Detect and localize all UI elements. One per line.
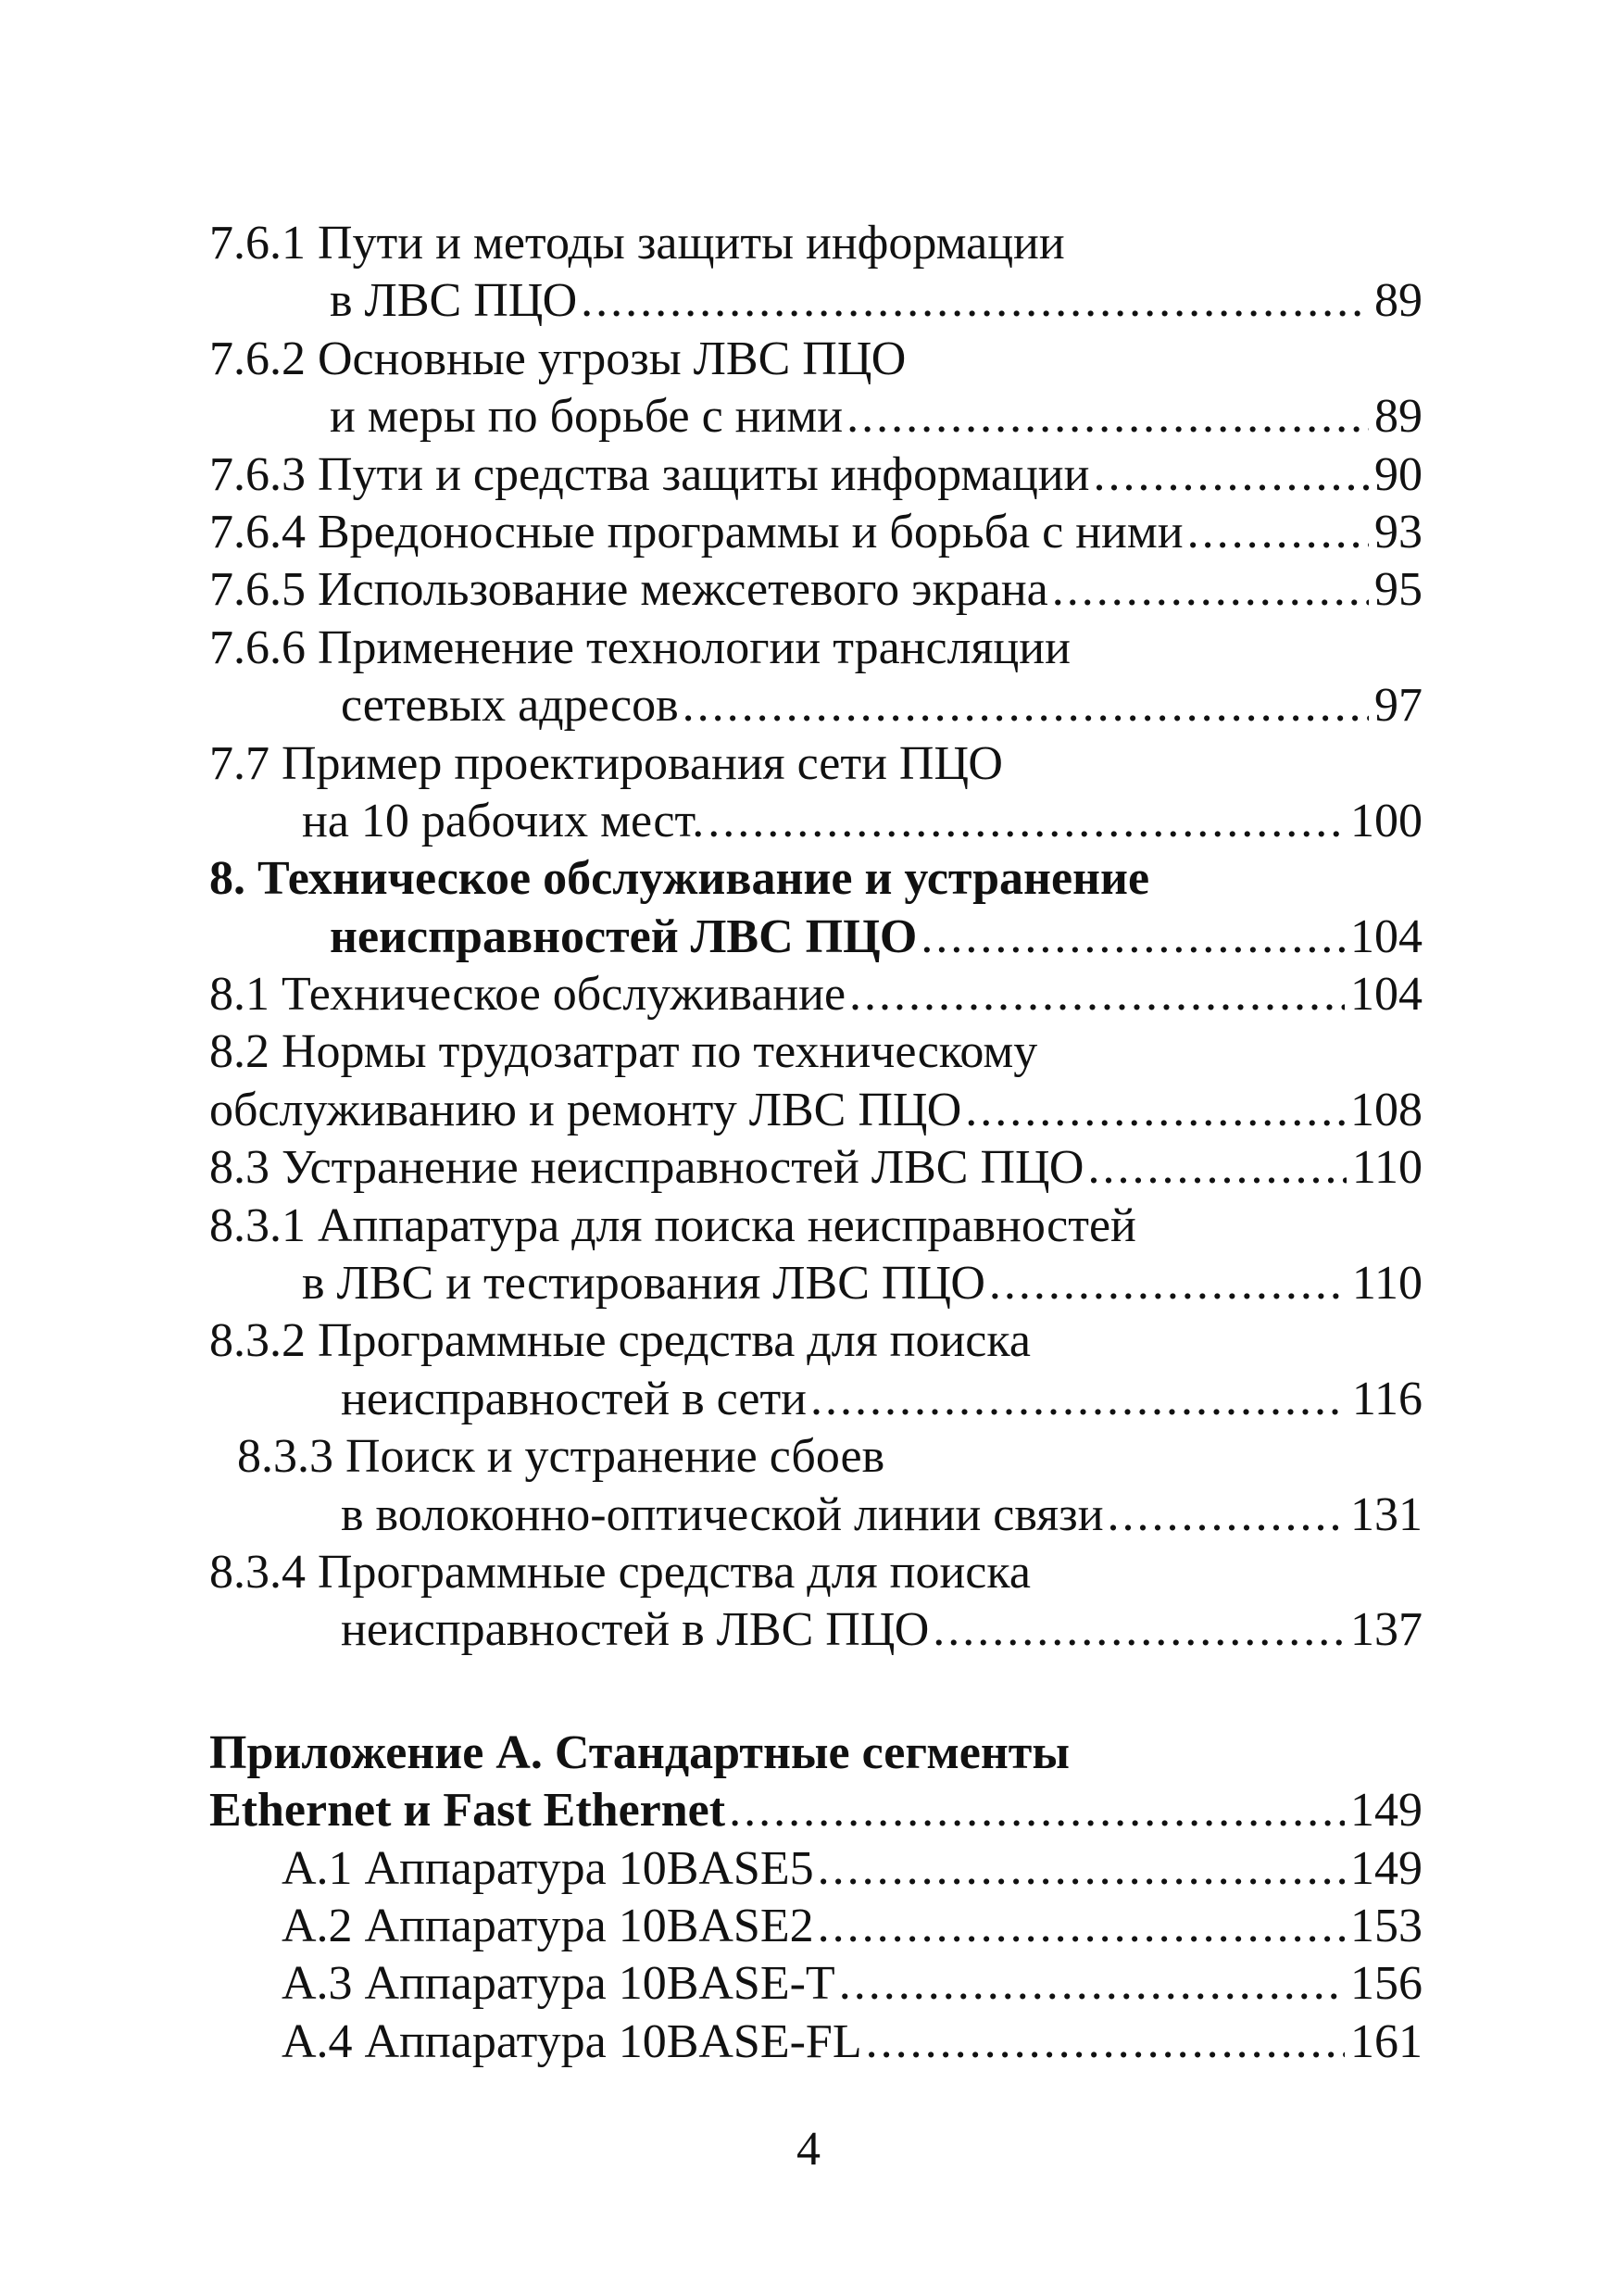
toc-entry-title: А.2 Аппаратура 10BASE2: [282, 1899, 814, 1952]
toc-entry-page: 93: [1374, 505, 1423, 558]
toc-entry: [209, 1544, 1423, 1601]
toc-entry-page: 90: [1374, 447, 1423, 501]
toc-entry-title: обслуживанию и ремонту ЛВС ПЦО: [209, 1083, 962, 1136]
table-of-contents: [209, 215, 1423, 2071]
toc-entry: [209, 909, 1423, 966]
toc-entry-title: 7.7 Пример проектирования сети ПЦО: [209, 736, 1003, 790]
toc-leader-dots: [965, 1082, 1345, 1139]
toc-entry-title: 7.6.5 Использование межсетевого экрана: [209, 563, 1048, 617]
toc-entry-page: 110: [1351, 1257, 1423, 1311]
toc-entry-page: 89: [1374, 274, 1423, 328]
toc-entry-title: 7.6.4 Вредоносные программы и борьба с ними: [209, 505, 1184, 558]
toc-entry: [209, 504, 1423, 561]
toc-entry: [209, 1898, 1423, 1955]
toc-entry-page: 104: [1350, 968, 1423, 1022]
toc-entry-page: 100: [1350, 794, 1423, 847]
toc-entry-title: неисправностей в сети: [341, 1372, 808, 1425]
toc-entry-title: А.3 Аппаратура 10BASE-T: [282, 1957, 835, 2011]
toc-entry: [209, 1601, 1423, 1659]
toc-entry-title: 8.1 Техническое обслуживание: [209, 968, 846, 1022]
toc-entry-page: 153: [1350, 1899, 1423, 1952]
toc-entry-title: 8.3 Устранение неисправностей ЛВС ПЦО: [209, 1141, 1084, 1195]
toc-entry-title: 8.2 Нормы трудозатрат по техническому: [209, 1025, 1038, 1079]
toc-entry-page: 108: [1350, 1083, 1423, 1136]
toc-leader-dots: [581, 272, 1369, 330]
toc-entry-page: 104: [1350, 910, 1423, 963]
toc-entry: [209, 215, 1423, 272]
toc-leader-dots: [846, 388, 1369, 445]
toc-entry-page: 131: [1350, 1487, 1423, 1541]
toc-leader-dots: [818, 1840, 1345, 1898]
toc-leader-dots: [1087, 1139, 1346, 1197]
toc-entry-title: А.1 Аппаратура 10BASE5: [282, 1841, 814, 1895]
toc-entry-title: 7.6.1 Пути и методы защиты информации: [209, 217, 1065, 270]
toc-entry: [209, 1312, 1423, 1370]
toc-entry: [209, 677, 1423, 734]
toc-entry-title: А.4 Аппаратура 10BASE-FL: [282, 2014, 862, 2068]
page-number: 4: [796, 2123, 821, 2176]
toc-entry: [209, 735, 1423, 793]
toc-entry-title: неисправностей ЛВС ПЦО: [330, 910, 918, 963]
toc-entry: [209, 331, 1423, 388]
toc-entry: [209, 272, 1423, 330]
toc-leader-dots: [1187, 504, 1369, 561]
toc-entry: [209, 561, 1423, 619]
toc-leader-dots: [839, 1955, 1345, 2013]
toc-entry-page: 149: [1350, 1841, 1423, 1895]
toc-entry-title: 8.3.1 Аппаратура для поиска неисправностей: [209, 1198, 1136, 1252]
toc-entry-title: Приложение А. Стандартные сегменты: [209, 1725, 1070, 1779]
toc-leader-dots: [1052, 561, 1369, 619]
toc-leader-dots: [810, 1371, 1347, 1428]
toc-entry-title: неисправностей в ЛВС ПЦО: [341, 1603, 930, 1657]
toc-entry-page: 97: [1374, 679, 1423, 733]
toc-entry: [209, 1198, 1423, 1255]
toc-entry-page: 149: [1350, 1784, 1423, 1838]
toc-entry: [209, 1371, 1423, 1428]
toc-entry: [209, 2014, 1423, 2071]
toc-entry-page: 116: [1351, 1372, 1423, 1425]
toc-entry: [209, 1139, 1423, 1197]
toc-entry: [209, 966, 1423, 1023]
toc-entry-title: 8.3.3 Поиск и устранение сбоев: [237, 1430, 885, 1484]
toc-entry: [209, 1955, 1423, 2013]
toc-leader-dots: [921, 909, 1345, 966]
toc-entry-page: 110: [1351, 1141, 1423, 1195]
toc-entry: [209, 793, 1423, 850]
toc-leader-dots: [708, 793, 1345, 850]
toc-entry: [209, 1782, 1423, 1839]
toc-leader-dots: [683, 677, 1369, 734]
toc-entry-title: сетевых адресов: [341, 679, 679, 733]
toc-entry: [209, 1840, 1423, 1898]
toc-entry: [209, 1255, 1423, 1312]
toc-entry-page: 161: [1350, 2014, 1423, 2068]
toc-leader-dots: [1108, 1487, 1345, 1544]
toc-entry-title: 7.6.2 Основные угрозы ЛВС ПЦО: [209, 332, 907, 385]
toc-entry: [209, 388, 1423, 445]
toc-entry: [209, 1428, 1423, 1486]
toc-leader-dots: [1093, 446, 1369, 504]
toc-leader-dots: [866, 2014, 1345, 2071]
toc-entry-title: в ЛВС ПЦО: [330, 274, 578, 328]
toc-entry-page: 89: [1374, 390, 1423, 444]
toc-entry-page: 95: [1374, 563, 1423, 617]
toc-entry: [209, 1725, 1423, 1782]
toc-leader-dots: [729, 1782, 1345, 1839]
toc-leader-dots: [818, 1898, 1345, 1955]
toc-entry: [209, 1487, 1423, 1544]
toc-entry: [209, 1082, 1423, 1139]
toc-entry-title: 8.3.4 Программные средства для поиска: [209, 1545, 1031, 1599]
toc-entry-title: 7.6.3 Пути и средства защиты информации: [209, 447, 1090, 501]
toc-entry: [209, 446, 1423, 504]
toc-entry-title: на 10 рабочих мест.: [302, 794, 705, 847]
toc-leader-dots: [933, 1601, 1345, 1659]
toc-entry-page: 156: [1350, 1957, 1423, 2011]
toc-entry: [209, 850, 1423, 908]
toc-entry-title: в волоконно-оптической линии связи: [341, 1487, 1104, 1541]
toc-entry: [209, 620, 1423, 677]
toc-entry-title: 7.6.6 Применение технологии трансляции: [209, 621, 1071, 674]
toc-entry-title: 8. Техническое обслуживание и устранение: [209, 852, 1150, 906]
toc-entry: [209, 1023, 1423, 1081]
toc-entry-page: 137: [1350, 1603, 1423, 1657]
toc-leader-dots: [849, 966, 1345, 1023]
toc-entry-title: в ЛВС и тестирования ЛВС ПЦО: [302, 1257, 985, 1311]
toc-entry-title: 8.3.2 Программные средства для поиска: [209, 1314, 1031, 1368]
toc-entry-title: и меры по борьбе с ними: [330, 390, 844, 444]
toc-leader-dots: [989, 1255, 1347, 1312]
toc-entry-title: Ethernet и Fast Ethernet: [209, 1784, 726, 1838]
